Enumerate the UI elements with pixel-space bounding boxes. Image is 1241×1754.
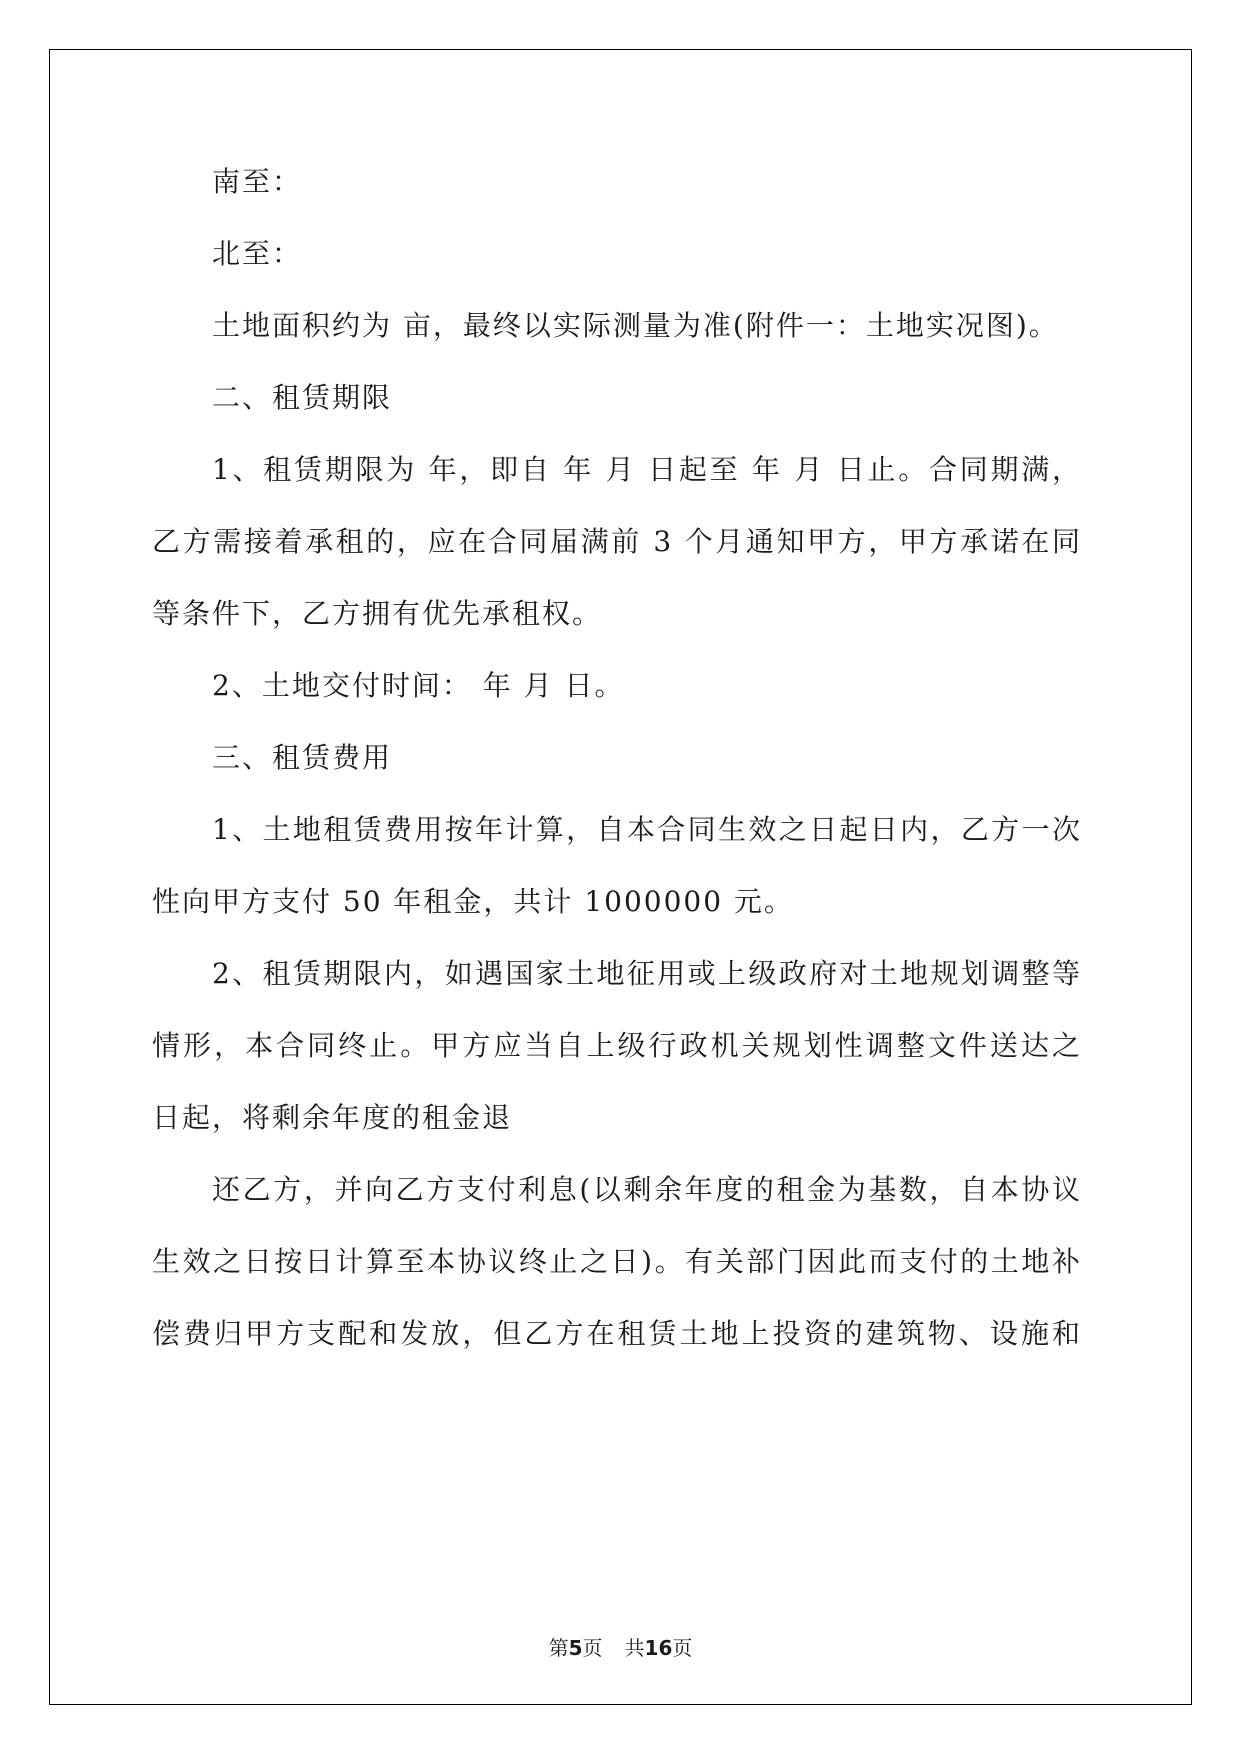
page-number: 5 xyxy=(568,1636,583,1660)
total-pages: 16 xyxy=(644,1636,673,1660)
paragraph-delivery-time: 2、土地交付时间： 年 月 日。 xyxy=(212,669,625,702)
paragraph-lease-term-line-2: 乙方需接着承租的，应在合同届满前 3 个月通知甲方，甲方承诺在同 xyxy=(152,525,1082,558)
paragraph-fee-line-2: 性向甲方支付 50 年租金，共计 1000000 元。 xyxy=(152,885,794,918)
paragraph-refund-line-2: 生效之日按日计算至本协议终止之日)。有关部门因此而支付的土地补 xyxy=(152,1245,1082,1278)
paragraph-termination-line-1: 2、租赁期限内，如遇国家土地征用或上级政府对土地规划调整等 xyxy=(212,957,1082,990)
page-footer xyxy=(0,1632,1241,1661)
paragraph-termination-line-3: 日起，将剩余年度的租金退 xyxy=(152,1101,513,1134)
paragraph-land-area: 土地面积约为 亩，最终以实际测量为准(附件一：土地实况图)。 xyxy=(212,309,1059,342)
paragraph-termination-line-2: 情形，本合同终止。甲方应当自上级行政机关规划性调整文件送达之 xyxy=(152,1029,1082,1062)
paragraph-south-boundary: 南至： xyxy=(212,165,303,198)
paragraph-refund-line-3: 偿费归甲方支配和发放，但乙方在租赁土地上投资的建筑物、设施和 xyxy=(152,1317,1082,1350)
page-border xyxy=(49,49,1192,1705)
total-suffix: 页 xyxy=(672,1636,693,1660)
section-heading-lease-term: 二、租赁期限 xyxy=(212,381,393,414)
page-prefix: 第 xyxy=(548,1636,569,1660)
paragraph-north-boundary: 北至： xyxy=(212,237,303,270)
paragraph-lease-term-line-1: 1、租赁期限为 年，即自 年 月 日起至 年 月 日止。合同期满， xyxy=(212,453,1082,486)
paragraph-lease-term-line-3: 等条件下，乙方拥有优先承租权。 xyxy=(152,597,603,630)
page-suffix: 页 xyxy=(582,1636,603,1660)
paragraph-fee-line-1: 1、土地租赁费用按年计算，自本合同生效之日起日内，乙方一次 xyxy=(212,813,1082,846)
paragraph-refund-line-1: 还乙方，并向乙方支付利息(以剩余年度的租金为基数，自本协议 xyxy=(212,1173,1082,1206)
total-prefix: 共 xyxy=(624,1636,645,1660)
section-heading-lease-fee: 三、租赁费用 xyxy=(212,741,393,774)
